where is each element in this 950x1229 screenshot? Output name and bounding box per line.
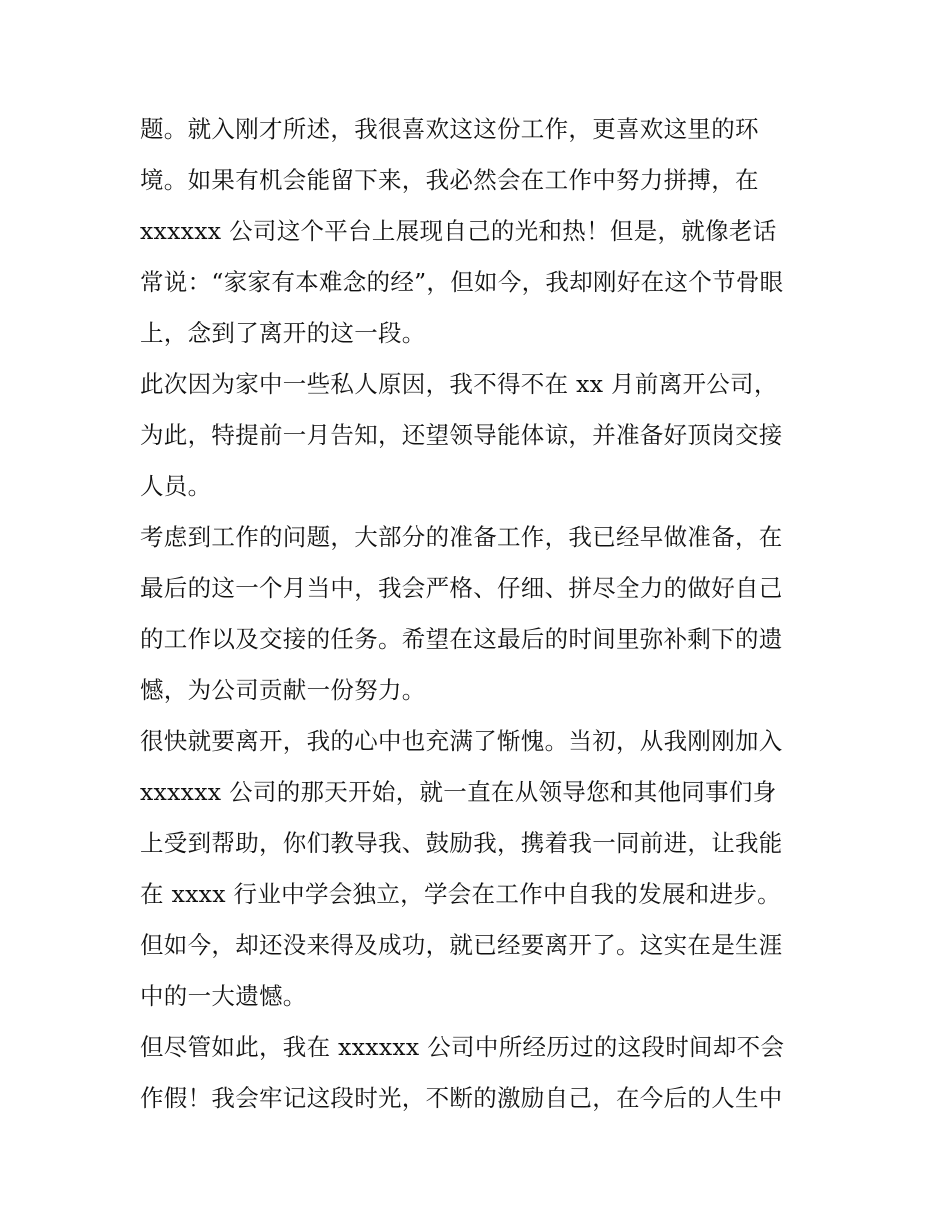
text-line: 上，念到了离开的这一段。 xyxy=(140,319,426,347)
text-line: 题。就入刚才所述，我很喜欢这这份工作，更喜欢这里的环 xyxy=(140,115,759,143)
text-line: 中的一大遗憾。 xyxy=(140,982,307,1010)
text-line: 境。如果有机会能留下来，我必然会在工作中努力拼搏，在 xyxy=(140,166,759,194)
text-line: 很快就要离开，我的心中也充满了惭愧。当初，从我刚刚加入 xyxy=(140,727,783,755)
text-line: 此次因为家中一些私人原因，我不得不在 xx 月前离开公司， xyxy=(140,370,778,398)
text-line: xxxxxx 公司的那天开始，就一直在从领导您和其他同事们身 xyxy=(140,778,777,806)
text-line: 常说：“家家有本难念的经”，但如今，我却刚好在这个节骨眼 xyxy=(140,268,784,296)
text-line: 考虑到工作的问题，大部分的准备工作，我已经早做准备，在 xyxy=(140,523,783,551)
text-line: xxxxxx 公司这个平台上展现自己的光和热！但是，就像老话 xyxy=(140,217,777,245)
text-line: 最后的这一个月当中，我会严格、仔细、拼尽全力的做好自己 xyxy=(140,574,783,602)
text-line: 的工作以及交接的任务。希望在这最后的时间里弥补剩下的遗 xyxy=(140,625,783,653)
text-line: 上受到帮助，你们教导我、鼓励我，携着我一同前进，让我能 xyxy=(140,829,783,857)
document-body xyxy=(140,104,820,1124)
text-line: 在 xxxx 行业中学会独立，学会在工作中自我的发展和进步。 xyxy=(140,880,781,908)
text-line: 憾，为公司贡献一份努力。 xyxy=(140,676,426,704)
text-line: 为此，特提前一月告知，还望领导能体谅，并准备好顶岗交接 xyxy=(140,421,783,449)
text-line: 但尽管如此，我在 xxxxxx 公司中所经历过的这段时间却不会 xyxy=(140,1033,785,1061)
text-line: 但如今，却还没来得及成功，就已经要离开了。这实在是生涯 xyxy=(140,931,783,959)
text-line: 作假！我会牢记这段时光，不断的激励自己，在今后的人生中 xyxy=(140,1084,783,1112)
text-line: 人员。 xyxy=(140,472,212,500)
